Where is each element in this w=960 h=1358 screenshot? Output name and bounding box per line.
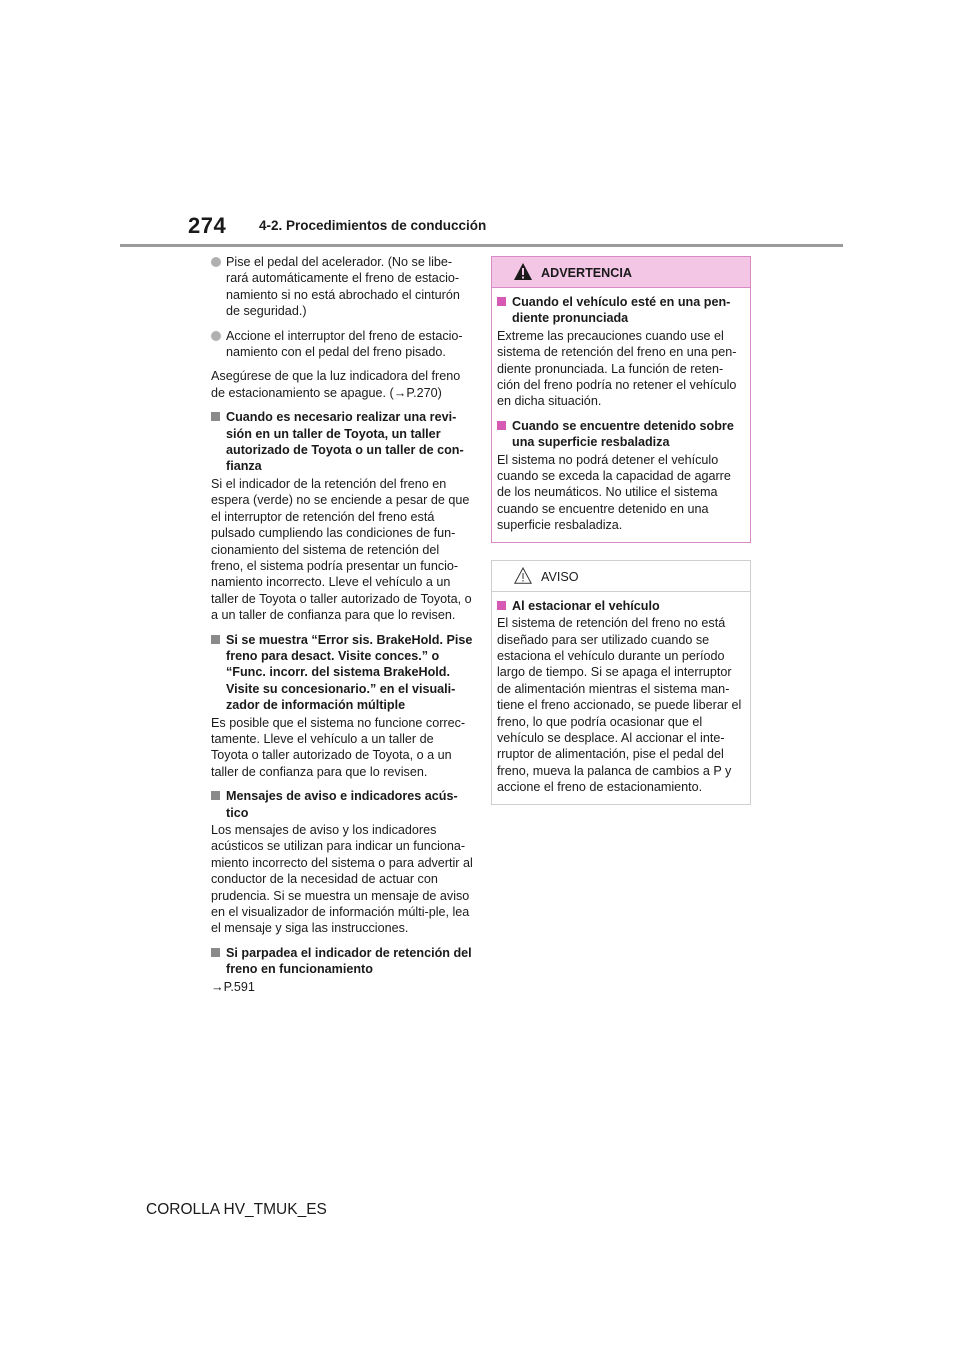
section-heading: [211, 788, 473, 821]
section-title: 4-2. Procedimientos de conducción: [259, 218, 487, 233]
left-column: [211, 254, 473, 1003]
section-heading: [497, 294, 745, 327]
page-reference: →P.591: [211, 979, 255, 994]
right-column: [491, 256, 751, 805]
section-body: Es posible que el sistema no funcione correc-tamente. Lleve el vehículo a un taller de Toyota o taller autorizado de Toyota, o a un taller de confianza para que lo revisen.: [211, 715, 466, 779]
bullet-dot-icon: [211, 257, 221, 267]
bullet-text: Pise el pedal del acelerador. (No se libe-rará automáticamente el freno de estacio-namiento si no está abrochado el cinturón de seguridad.): [226, 255, 460, 319]
warning-box: [491, 256, 751, 543]
section-heading-text: Al estacionar el vehículo: [512, 598, 660, 613]
section-heading: [211, 945, 473, 978]
bullet-item: [211, 328, 473, 361]
bullet-item: [211, 254, 473, 320]
square-bullet-icon: [497, 297, 506, 306]
section-body: Si el indicador de la retención del freno en espera (verde) no se enciende a pesar de que el interruptor de retención del freno está pulsado cumpliendo las condiciones de fun-cionamiento del sistema de retención del freno, el sistema podría presentar un funcio-namiento incorrecto. Lleve el vehículo a un taller de Toyota o taller autorizado de Toyota, o a un taller de confianza para que lo revisen.: [211, 476, 472, 623]
notice-title: AVISO: [541, 569, 579, 584]
warning-body: [492, 288, 750, 542]
square-bullet-icon: [497, 421, 506, 430]
page-number: 274: [188, 213, 227, 238]
section-heading: [211, 409, 473, 475]
section-heading: [497, 418, 745, 451]
square-bullet-icon: [211, 948, 220, 957]
notice-box: [491, 560, 751, 805]
caution-triangle-icon: [514, 567, 532, 584]
section-heading-text: Mensajes de aviso e indicadores acús-tico: [226, 789, 458, 820]
bullet-text: Accione el interruptor del freno de estacio-namiento con el pedal del freno pisado.: [226, 328, 463, 360]
section-body: Los mensajes de aviso y los indicadores acústicos se utilizan para indicar un funciona-miento incorrecto del sistema o para advertir al conductor de la necesidad de actuar con prudencia. Si se muestra un mensaje de aviso en el visualizador de información múlti-ple, lea el mensaje y siga las instrucciones.: [211, 823, 473, 936]
section-body: El sistema no podrá detener el vehículo cuando se exceda la capacidad de agarre de los neumáticos. No utilice el sistema cuando se encuentre detenido en una superficie resbaladiza.: [497, 452, 731, 533]
paragraph: Asegúrese de que la luz indicadora del freno de estacionamiento se apague. (→P.270): [211, 369, 461, 400]
section-heading-text: Cuando se encuentre detenido sobre una superficie resbaladiza: [512, 418, 734, 450]
warning-header: [492, 257, 750, 288]
square-bullet-icon: [211, 412, 220, 421]
section-heading-text: Cuando es necesario realizar una revi-sión en un taller de Toyota, un taller autorizado de Toyota o un taller de con-fianza: [226, 410, 464, 474]
section-heading: [497, 598, 745, 614]
section-body: El sistema de retención del freno no está diseñado para ser utilizado cuando se estaciona el vehículo durante un período largo de tiempo. Si se apaga el interruptor de alimentación mientras el sistema man-tiene el freno accionado, se puede liberar el freno, lo que podría ocasionar que el vehículo se desplace. Al accionar el inte-rruptor de alimentación, pise el pedal del freno, mueva la palanca de cambios a P y accione el freno de estacionamiento.: [497, 616, 742, 795]
footer-model: COROLLA HV_TMUK_ES: [146, 1201, 327, 1218]
section-heading-text: Cuando el vehículo esté en una pen-diente pronunciada: [512, 295, 731, 326]
header-rule: [120, 244, 843, 247]
section-body: Extreme las precauciones cuando use el sistema de retención del freno en una pen-diente pronunciada. La función de reten-ción del freno podría no retener el vehículo en dicha situación.: [497, 328, 737, 409]
warning-triangle-icon: [514, 263, 532, 280]
square-bullet-icon: [211, 635, 220, 644]
notice-header: [492, 561, 750, 592]
section-heading-text: Si se muestra “Error sis. BrakeHold. Pise freno para desact. Visite conces.” o “Func. incorr. del sistema BrakeHold. Visite su concesionario.” en el visuali-zador de información múltiple: [226, 632, 473, 713]
square-bullet-icon: [497, 601, 506, 610]
section-heading-text: Si parpadea el indicador de retención del freno en funcionamiento: [226, 945, 472, 977]
bullet-dot-icon: [211, 331, 221, 341]
section-heading: [211, 632, 473, 714]
warning-title: ADVERTENCIA: [541, 266, 632, 280]
notice-body: [492, 592, 750, 804]
square-bullet-icon: [211, 791, 220, 800]
